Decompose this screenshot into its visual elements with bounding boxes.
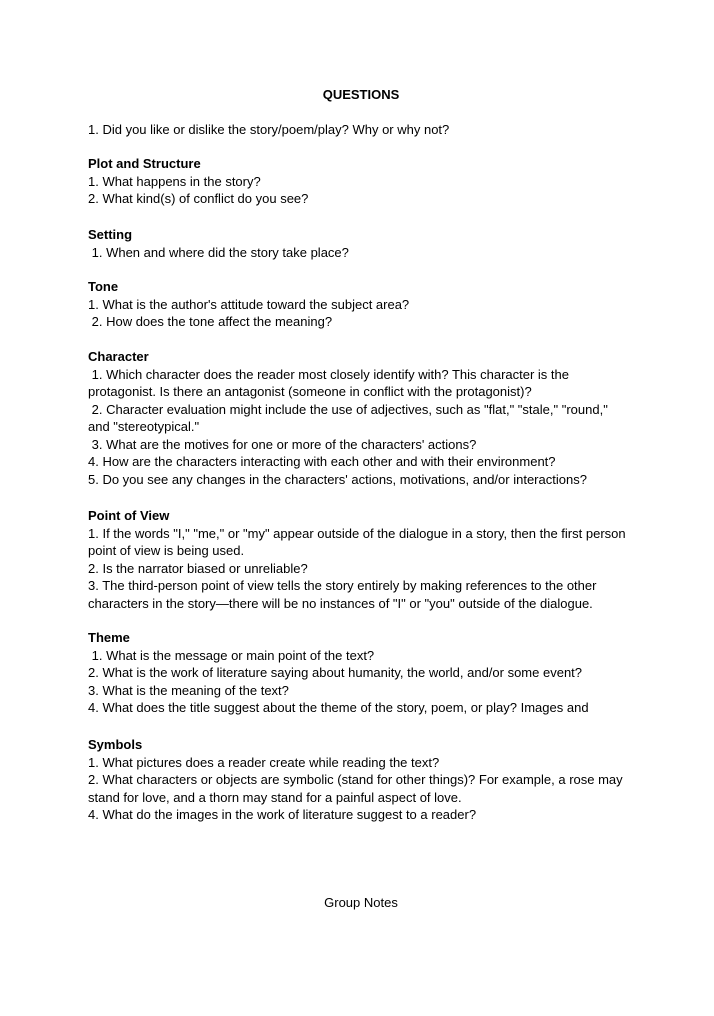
question-line: 2. What is the work of literature saying about humanity, the world, and/or some event? (88, 665, 583, 680)
section-heading: Character (88, 349, 149, 364)
question-line: 5. Do you see any changes in the characters' actions, motivations, and/or interactions? (88, 471, 587, 487)
question-line: 1. When and where did the story take place? (88, 244, 349, 260)
section-heading: Theme (88, 630, 130, 645)
question-line: 2. What kind(s) of conflict do you see? (88, 191, 309, 206)
question-line: 3. What is the meaning of the text? (88, 682, 289, 698)
section-character (88, 348, 628, 488)
question-line: 2. What characters or objects are symbolic (stand for other things)? For example, a rose may stand for love, and a thorn may stand for a painful aspect of love. (88, 772, 627, 805)
section-point-of-view (88, 507, 628, 612)
question-line: 1. What is the message or main point of the text? (88, 647, 375, 663)
section-heading: Symbols (88, 737, 143, 752)
question-line: 4. What do the images in the work of literature suggest to a reader? (88, 807, 477, 822)
question-line: 3. The third-person point of view tells the story entirely by making references to the other characters in the story—there will be no instances of "I" or "you" outside of the dialogue. (88, 578, 601, 611)
section-setting (88, 226, 628, 261)
section-heading: Tone (88, 279, 119, 294)
section-heading: Setting (88, 227, 133, 242)
question-line: 1. What is the author's attitude toward the subject area? (88, 296, 410, 312)
question-line: 1. What pictures does a reader create while reading the text? (88, 754, 440, 770)
question-line: 1. Which character does the reader most closely identify with? This character is the protagonist. Is there an antagonist (someone in conflict with the protagonist)? (88, 366, 573, 399)
section-heading: Plot and Structure (88, 156, 201, 171)
intro-question: 1. Did you like or dislike the story/poem/play? Why or why not? (88, 122, 450, 137)
question-line: 1. If the words "I," "me," or "my" appear outside of the dialogue in a story, then the first person point of view is being used. (88, 525, 630, 558)
section-heading: Point of View (88, 508, 170, 523)
question-line: 4. What does the title suggest about the theme of the story, poem, or play? Images and (88, 700, 589, 715)
question-line: 1. What happens in the story? (88, 173, 261, 189)
section-plot-and-structure (88, 155, 628, 208)
footer-group-notes: Group Notes (324, 895, 398, 910)
page-title: QUESTIONS (322, 87, 400, 102)
section-tone (88, 278, 628, 331)
section-symbols (88, 736, 628, 824)
question-line: 2. How does the tone affect the meaning? (88, 314, 333, 329)
question-line: 2. Is the narrator biased or unreliable? (88, 560, 308, 576)
question-line: 2. Character evaluation might include the use of adjectives, such as "flat," "stale," "round," and "stereotypical." (88, 401, 612, 434)
question-line: 3. What are the motives for one or more of the characters' actions? (88, 436, 477, 452)
section-theme (88, 629, 628, 717)
question-line: 4. How are the characters interacting with each other and with their environment? (88, 454, 556, 469)
